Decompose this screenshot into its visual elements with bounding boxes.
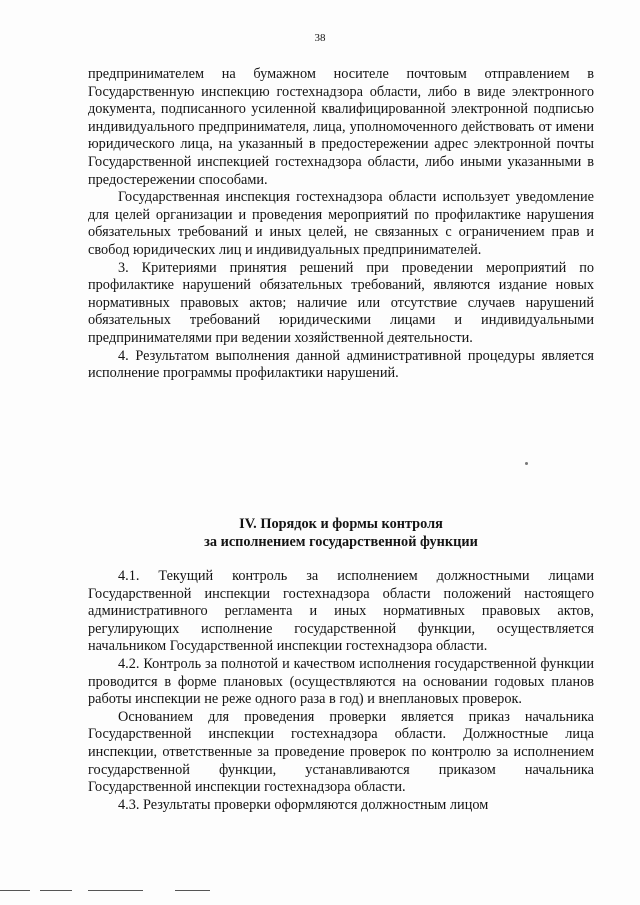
scan-artifact-line (0, 890, 30, 891)
section-heading (88, 516, 594, 551)
scan-artifact-dot (525, 462, 528, 465)
section-heading-line-2: за исполнением государственной функции (204, 533, 478, 550)
scan-artifact-line (88, 890, 143, 891)
paragraph-4-2: 4.2. Контроль за полнотой и качеством исполнения государственной функции проводится в форме плановых (осуществляются на основании годовых планов работы инспекции не реже одного раза в год) и внеплановых проверок. (88, 655, 594, 708)
paragraph-result: 4. Результатом выполнения данной административной процедуры является исполнение программы профилактики нарушений. (88, 347, 594, 382)
paragraph-notification-use: Государственная инспекция гостехнадзора области использует уведомление для целей организации и проведения мероприятий по профилактике нарушения обязательных требований и иных целей, не связанных с ограничением прав и свобод юридических лиц и индивидуальных предпринимателей. (88, 189, 594, 258)
paragraph-4-3: 4.3. Результаты проверки оформляются должностным лицом (118, 796, 489, 813)
body-text-bottom (88, 568, 594, 814)
paragraph-criteria: 3. Критериями принятия решений при проведении мероприятий по профилактике нарушений обязательных требований, являются издание новых нормативных правовых актов; наличие или отсутствие случаев нарушений обязательных требований юридическими лицами и индивидуальными предпринимателями при ведении хозяйственной деятельности. (88, 259, 594, 346)
section-heading-line-1: IV. Порядок и формы контроля (239, 516, 443, 532)
scan-artifact-line (40, 890, 72, 891)
paragraph-continuation: предпринимателем на бумажном носителе почтовым отправлением в Государственную инспекцию гостехнадзора области, либо в виде электронного документа, подписанного усиленной квалифицированной электронной подписью индивидуального предпринимателя, лица, уполномоченного действовать от имени юридического лица, на указанный в предостережении адрес электронной почты Государственной инспекцией гостехнадзора области, либо иными указанными в предостережении способами. (88, 66, 594, 188)
paragraph-4-1: 4.1. Текущий контроль за исполнением должностными лицами Государственной инспекции гостехнадзора области положений настоящего административного регламента и иных нормативных правовых актов, регулирующих исполнение государственной функции, осуществляется начальником Государственной инспекции гостехнадзора области. (88, 568, 594, 655)
paragraph-inspection-basis: Основанием для проведения проверки является приказ начальника Государственной инспекции гостехнадзора области. Должностные лица инспекции, ответственные за проведение проверок по контролю за исполнением государственной функции, устанавливаются приказом начальника Государственной инспекции гостехнадзора области. (88, 708, 594, 796)
scan-artifact-line (175, 890, 210, 891)
page-number: 38 (314, 32, 326, 44)
body-text-top (88, 66, 594, 383)
